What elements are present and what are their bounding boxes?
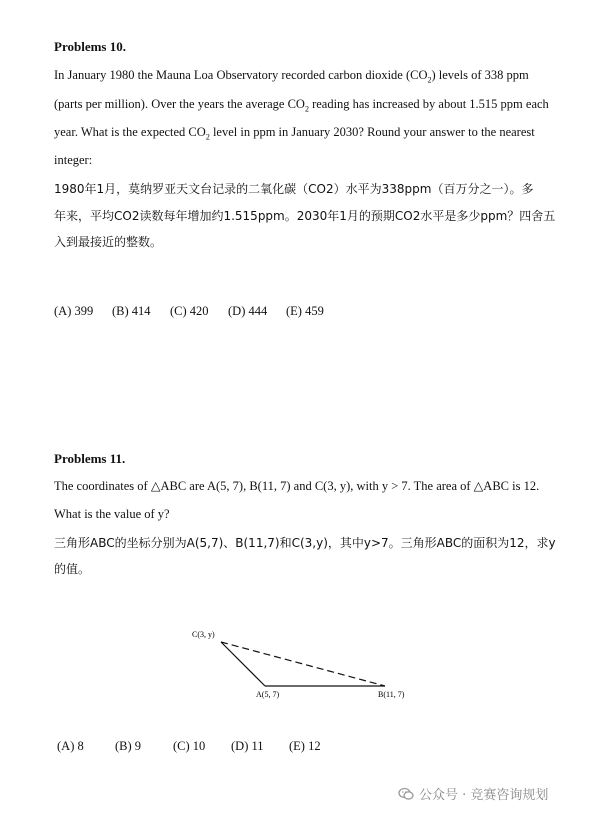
side-ca: [221, 642, 265, 686]
problem-10-en-line-4: integer:: [54, 153, 93, 167]
choice-d: (D) 444: [228, 304, 268, 318]
problem-11-en-line-2: What is the value of y?: [54, 507, 170, 521]
label-c: C(3, y): [192, 630, 215, 639]
choice-d: (D) 11: [231, 739, 264, 753]
problem-10-en-line-1: In January 1980 the Mauna Loa Observatory recorded carbon dioxide $(CO_2)$ levels of 338 ppm: [54, 68, 529, 85]
choice-b: (B) 9: [115, 739, 142, 753]
choice-b: (B) 414: [112, 304, 151, 318]
problem-10-en-line-2: (parts per million). Over the years the average $CO_2$ reading has increased by about 1.515 ppm each: [54, 97, 549, 114]
problem-10-heading: Problems 10.: [54, 39, 126, 54]
wechat-icon: [398, 786, 414, 802]
problem-10-cn-line-1: 1980年1月，莫纳罗亚天文台记录的二氧化碳（CO2）水平为338ppm（百万分之一）。多: [54, 182, 534, 196]
problem-10-en-line-3: year. What is the expected $CO_2$ level in ppm in January 2030? Round your answer to the nearest: [54, 125, 535, 142]
choice-e: (E) 12: [289, 739, 321, 753]
watermark-text: 公众号 · 竞赛咨询规划: [419, 788, 549, 803]
label-a: A(5, 7): [256, 690, 280, 699]
choice-c: (C) 10: [173, 739, 206, 753]
problem-11-choices: [57, 739, 321, 754]
problem-11-cn-line-1: 三角形ABC的坐标分别为A(5,7)、B(11,7)和C(3,y)，其中y>7。三角形ABC的面积为12，求y: [54, 536, 556, 550]
problem-10-choices: [54, 304, 324, 319]
choice-c: (C) 420: [170, 304, 209, 318]
problem-11-en-line-1: The coordinates of △ABC are A(5, 7), B(11, 7) and C(3, y), with y > 7. The area of △ABC is 12.: [54, 479, 540, 493]
problem-10-cn-line-3: 入到最接近的整数。: [54, 235, 163, 249]
choice-e: (E) 459: [286, 304, 324, 318]
choice-a: (A) 8: [57, 739, 84, 753]
problem-11-cn-line-2: 的值。: [54, 562, 91, 576]
choice-a: (A) 399: [54, 304, 94, 318]
problem-11-heading: Problems 11.: [54, 451, 126, 466]
watermark: [398, 784, 548, 803]
triangle-figure: [180, 620, 430, 710]
label-b: B(11, 7): [378, 690, 405, 699]
problem-10-cn-line-2: 年来，平均CO2读数每年增加约1.515ppm。2030年1月的预期CO2水平是多少ppm？四舍五: [54, 209, 556, 223]
side-cb-dashed: [221, 642, 385, 686]
